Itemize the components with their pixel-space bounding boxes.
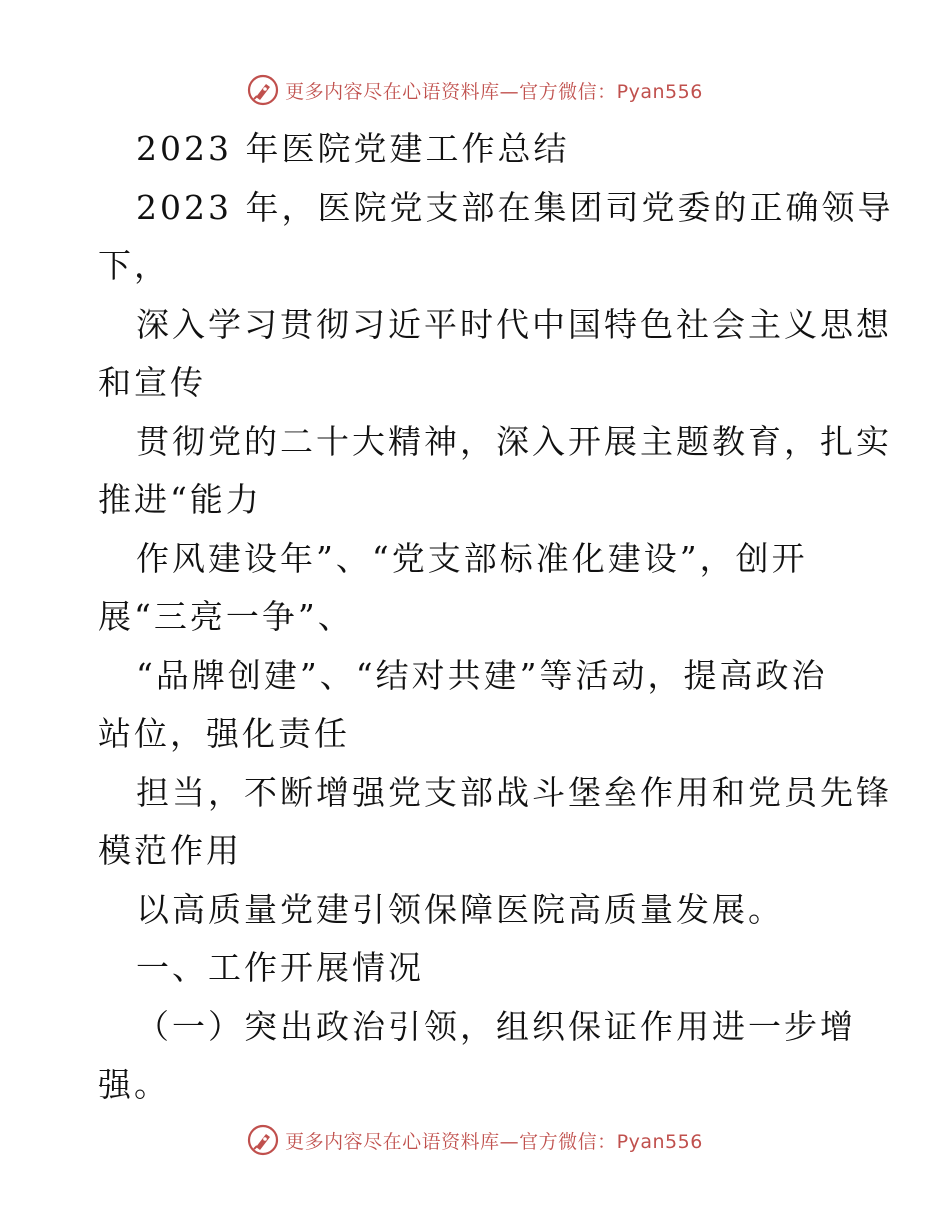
paragraph-line: 2023 年，医院党支部在集团司党委的正确领导 <box>136 187 894 227</box>
pen-nib-logo-icon <box>247 74 279 106</box>
subsection-heading: （一）突出政治引领，组织保证作用进一步增 <box>136 1006 856 1046</box>
footer-watermark <box>0 1120 950 1160</box>
paragraph-line: 深入学习贯彻习近平时代中国特色社会主义思想 <box>136 304 892 344</box>
paragraph-line: 下， <box>98 246 170 285</box>
document-body <box>98 120 894 1115</box>
subsection-heading-continuation: 强。 <box>98 1065 170 1104</box>
section-heading: 一、工作开展情况 <box>136 948 424 987</box>
paragraph-line: 和宣传 <box>98 363 206 402</box>
watermark-text: 更多内容尽在心语资料库—官方微信：Pyan556 <box>285 1130 703 1153</box>
paragraph-line: 作风建设年”、“党支部标准化建设”，创开 <box>136 538 808 578</box>
paragraph-line: 担当，不断增强党支部战斗堡垒作用和党员先锋 <box>136 772 892 812</box>
paragraph-line: 展“三亮一争”、 <box>98 597 354 636</box>
paragraph-line: 模范作用 <box>98 831 242 870</box>
paragraph-line: 站位，强化责任 <box>98 714 350 753</box>
paragraph-line: 推进“能力 <box>98 480 262 519</box>
watermark-text: 更多内容尽在心语资料库—官方微信：Pyan556 <box>285 80 703 103</box>
document-title: 2023 年医院党建工作总结 <box>136 129 570 168</box>
pen-nib-logo-icon <box>247 1124 279 1156</box>
paragraph-line: “品牌创建”、“结对共建”等活动，提高政治 <box>136 655 828 695</box>
paragraph-line: 以高质量党建引领保障医院高质量发展。 <box>136 889 784 929</box>
paragraph-line: 贯彻党的二十大精神，深入开展主题教育，扎实 <box>136 421 892 461</box>
header-watermark <box>0 70 950 110</box>
